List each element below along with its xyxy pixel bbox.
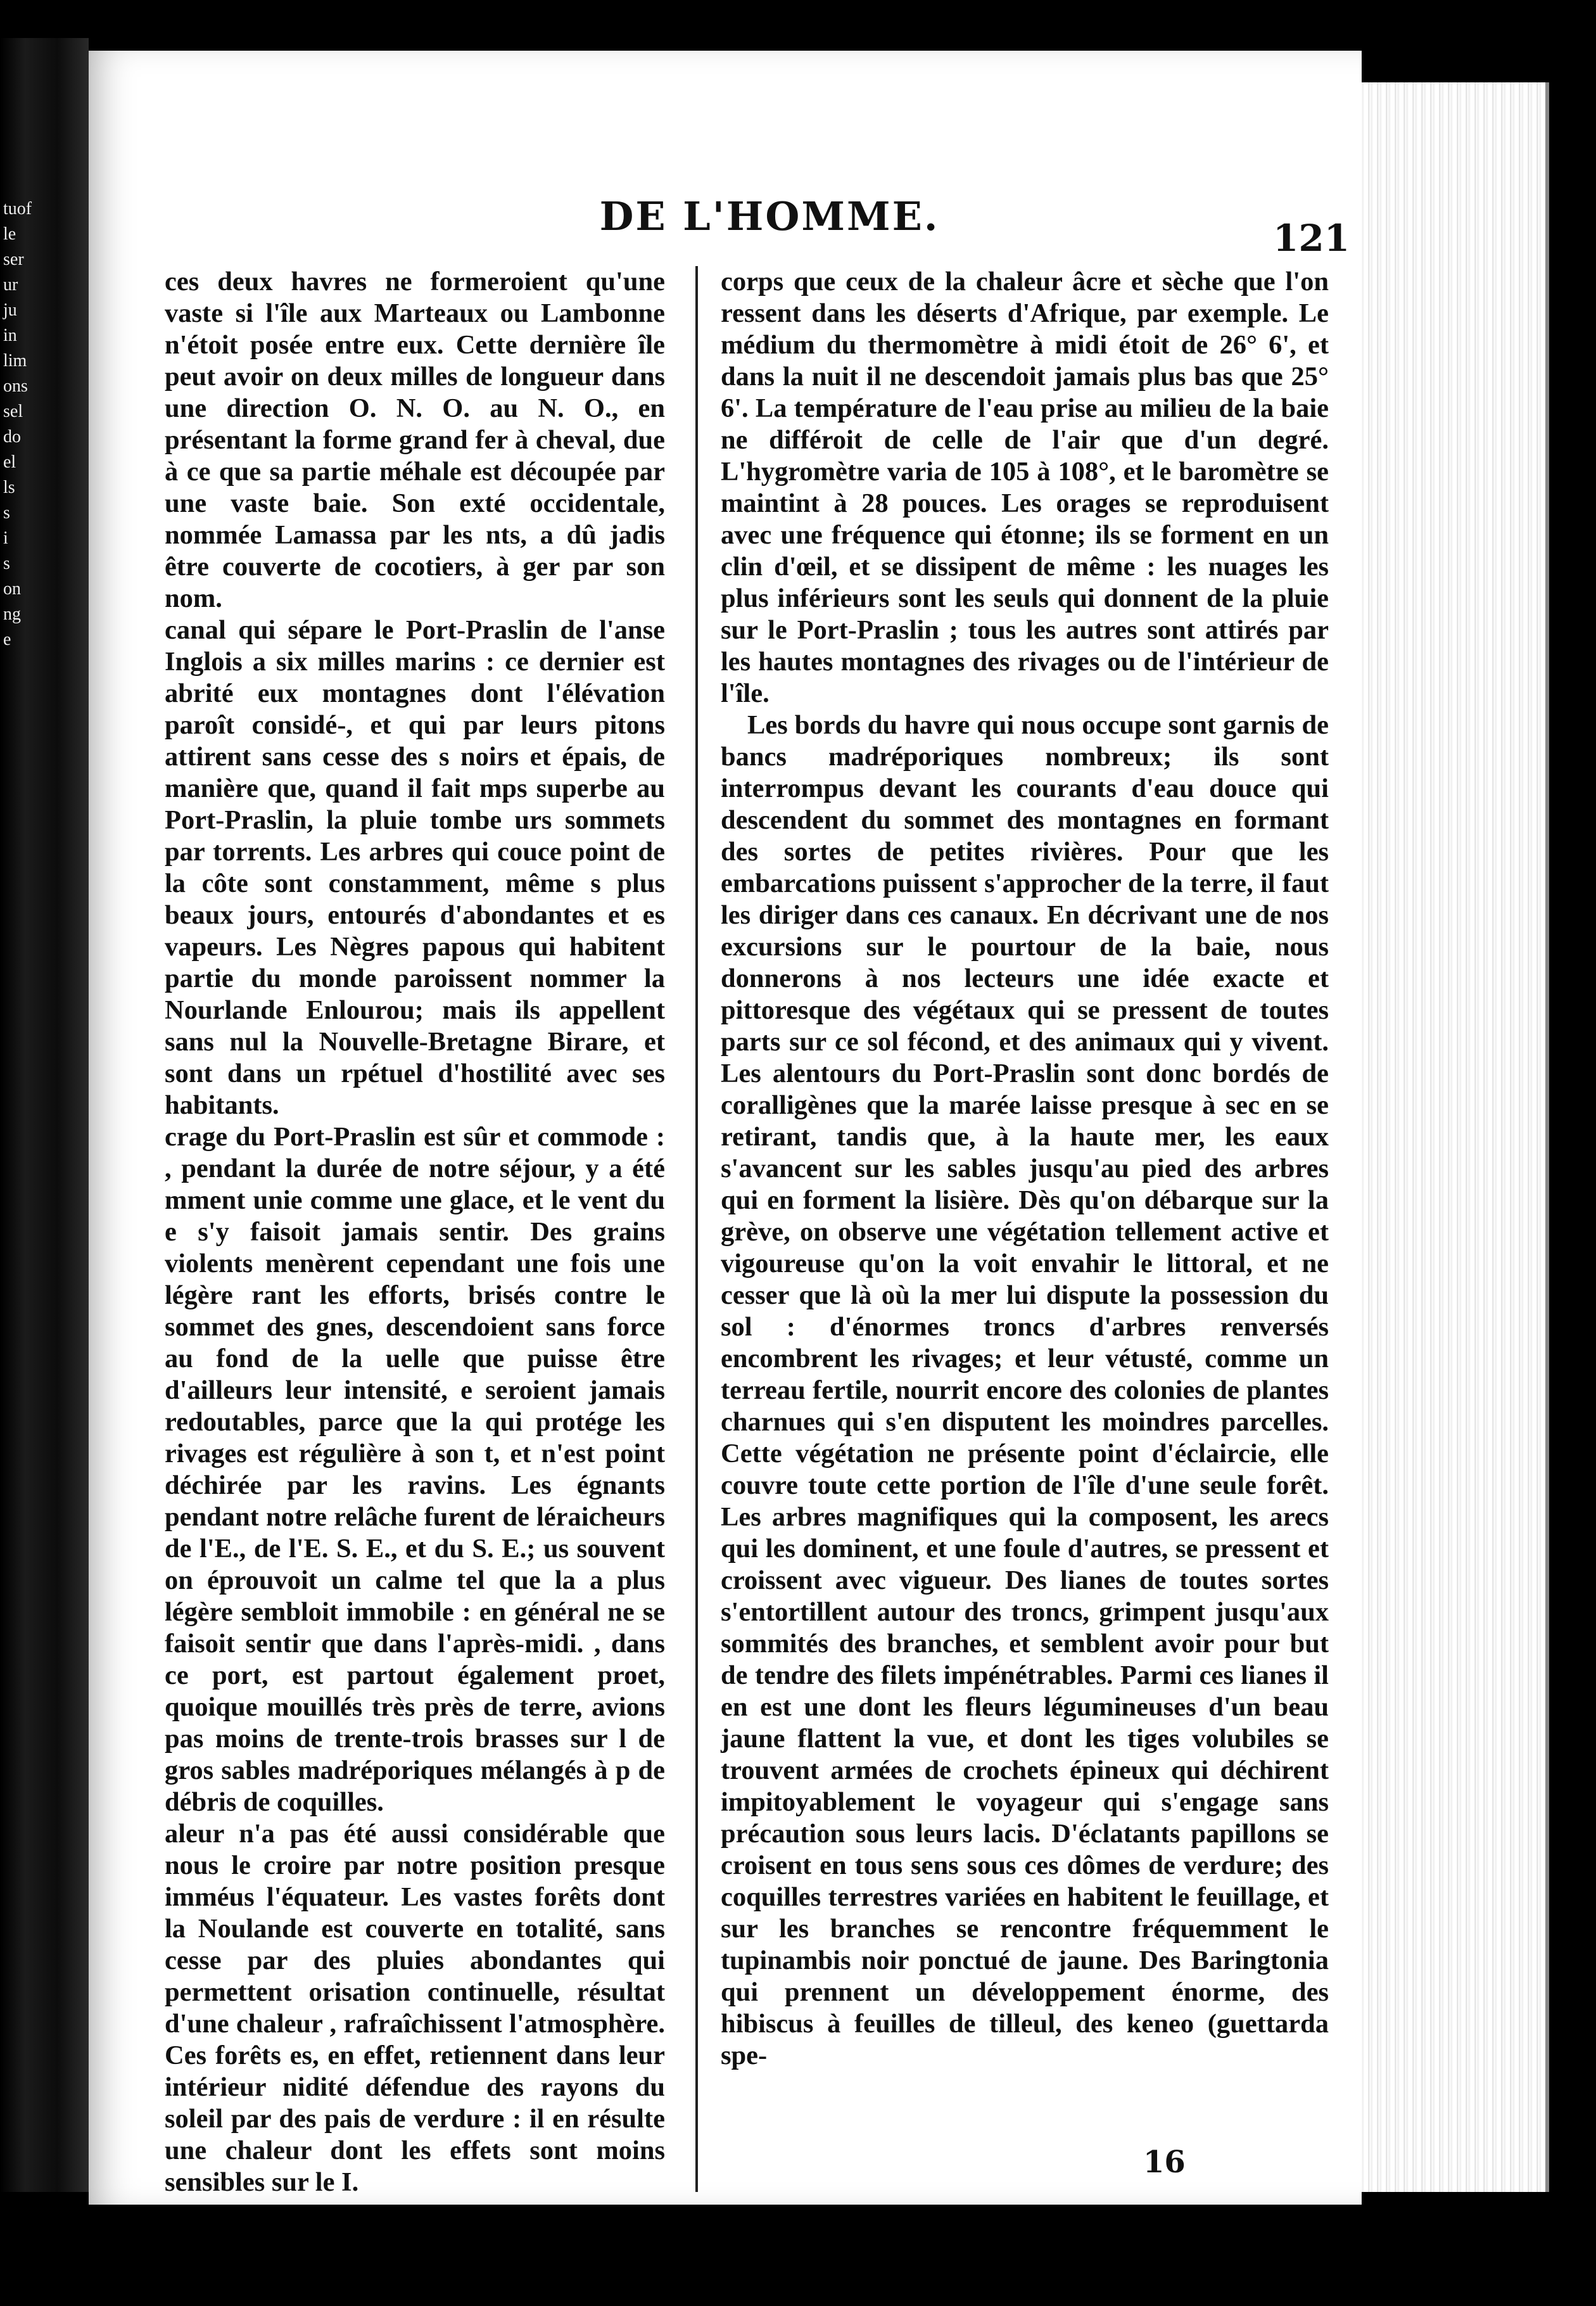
fragment-text: s <box>3 554 10 573</box>
paragraph: ces deux havres ne formeroient qu'une vaste si l'île aux Marteaux ou Lambonne n'étoit posée entre eux. Cette dernière île peut avoir on deux milles de longueur dans une direction O. N. O. au N. O., en présentant la forme grand fer à cheval, due à ce que sa partie méhale est découpée par une vaste baie. Son exté occidentale, nommée Lamassa par les nts, a dû jadis être couverte de cocotiers, à ger par son nom. <box>165 267 665 613</box>
adjacent-page-fragment <box>3 196 35 653</box>
page-number: 121 <box>1273 217 1350 260</box>
left-column <box>165 266 665 2198</box>
fragment-text: le <box>3 224 16 244</box>
fragment-text: on <box>3 579 21 599</box>
fragment-text: do <box>3 427 21 447</box>
fragment-text: ls <box>3 478 15 497</box>
fragment-text: el <box>3 452 16 472</box>
fragment-text: ur <box>3 275 18 295</box>
fragment-text: lim <box>3 351 27 371</box>
fragment-text: ng <box>3 604 21 624</box>
right-column <box>721 266 1329 2072</box>
page-edges <box>1355 82 1549 2192</box>
paragraph: crage du Port-Praslin est sûr et commode : , pendant la durée de notre séjour, y a été mment unie comme une glace, et le vent du e s'y faisoit jamais sentir. Des grains violents menèrent cependant une fois une légère rant les efforts, brisés contre le sommet des gnes, descendoient sans force au fond de la uelle que puisse être d'ailleurs leur intensité, e seroient jamais redoutables, parce que la qui protége les rivages est régulière à son t, et n'est point déchirée par les ravins. Les égnants pendant notre relâche furent de léraicheurs de l'E., de l'E. S. E., et du S. E.; us souvent on éprouvoit un calme tel que la a plus légère sembloit immobile : en général ne se faisoit sentir que dans l'après-midi. , dans ce port, est partout également proet, quoique mouillés très près de terre, avions pas moins de trente-trois brasses sur l de gros sables madréporiques mélangés à p de débris de coquilles. <box>165 1122 665 1817</box>
fragment-text: in <box>3 326 17 345</box>
fragment-text: i <box>3 528 8 548</box>
paragraph: canal qui sépare le Port-Praslin de l'anse Inglois a six milles marins : ce dernier est abrité eux montagnes dont l'élévation paroît considé-, et qui par leurs pitons attirent sans cesse des s noirs et épais, de manière que, quand il fait mps superbe au Port-Praslin, la pluie tombe urs sommets par torrents. Les arbres qui couce point de la côte sont constamment, même s plus beaux jours, entourés d'abondantes et es vapeurs. Les Nègres papous qui habitent partie du monde paroissent nommer la Nourlande Enlourou; mais ils appellent sans nul la Nouvelle-Bretagne Birare, et sont dans un rpétuel d'hostilité avec ses habitants. <box>165 615 665 1120</box>
signature-mark: 16 <box>1143 2144 1186 2180</box>
fragment-text: e <box>3 630 11 649</box>
paragraph: aleur n'a pas été aussi considérable que nous le croire par notre position presque imméus l'équateur. Les vastes forêts dont la Noulande est couverte en totalité, sans cesse par des pluies abondantes qui permettent orisation continuelle, résultat d'une chaleur , rafraîchissent l'atmosphère. Ces forêts es, en effet, retiennent dans leur intérieur nidité défendue des rayons du soleil par des pais de verdure : il en résulte une chaleur dont les effets sont moins sensibles sur le I. <box>165 1819 665 2197</box>
paragraph: corps que ceux de la chaleur âcre et sèche que l'on ressent dans les déserts d'Afrique, par exemple. Le médium du thermomètre à midi étoit de 26° 6', et dans la nuit il ne descendoit jamais plus bas que 25° 6'. La température de l'eau prise au milieu de la baie ne différoit de celle de l'air que d'un degré. L'hygromètre varia de 105 à 108°, et le baromètre se maintint à 28 pouces. Les orages se reproduisent avec une fréquence qui étonne; ils se forment en un clin d'œil, et se dissipent de même : les nuages les plus inférieurs sont les seuls qui donnent de la pluie sur le Port-Praslin ; tous les autres sont attirés par les hautes montagnes des rivages ou de l'intérieur de l'île. <box>721 267 1329 708</box>
fragment-text: ser <box>3 250 24 269</box>
paragraph: Les bords du havre qui nous occupe sont garnis de bancs madréporiques nombreux; ils sont interrompus devant les courants d'eau douce qui descendent du sommet des montagnes en formant des sortes de petites rivières. Pour que les embarcations puissent s'approcher de la terre, il faut les diriger dans ces canaux. En décrivant une de nos excursions sur le pourtour de la baie, nous donnerons à nos lecteurs une idée exacte et pittoresque des végétaux qui se pressent de toutes parts sur ce sol fécond, et des animaux qui y vivent. Les alentours du Port-Praslin sont donc bordés de coralligènes que la marée laisse presque à sec en se retirant, tandis que, à la haute mer, les eaux s'avancent sur les sables jusqu'au pied des arbres qui en forment la lisière. Dès qu'on débarque sur la grève, on observe une végétation tellement active et vigoureuse qu'on la voit envahir le littoral, et ne cesser que là où la mer lui dispute la possession du sol : d'énormes troncs d'arbres renversés encombrent les rivages; et leur vétusté, comme un terreau fertile, nourrit encore des colonies de plantes charnues qui s'en disputent les moindres parcelles. Cette végétation ne présente point d'éclaircie, elle couvre toute cette portion de l'île d'une seule forêt. Les arbres magnifiques qui la composent, les arecs qui les dominent, et une foule d'autres, se pressent et croissent avec vigueur. Des lianes de toutes sortes s'entortillent autour des troncs, grimpent jusqu'aux sommités des branches, et semblent avoir pour but de tendre des filets impénétrables. Parmi ces lianes il en est une dont les fleurs légumineuses d'un beau jaune flattent la vue, et dont les tiges volubiles se trouvent armées de crochets épineux qui déchirent impitoyablement le voyageur qui s'engage sans précaution sous leurs lacis. D'éclatants papillons se croisent en tous sens sous ces dômes de verdure; des coquilles terrestres variées en habitent le feuillage, et sur les branches se rencontre fréquemment le tupinambis noir ponctué de jaune. Des Baringtonia qui prennent un développement énorme, des hibiscus à feuilles de tilleul, des keneo (guettarda spe- <box>721 710 1329 2070</box>
fragment-text: s <box>3 503 10 523</box>
fragment-text: ju <box>3 300 17 320</box>
running-head: DE L'HOMME. <box>599 193 940 239</box>
column-divider <box>695 266 698 2192</box>
fragment-text: ons <box>3 376 28 396</box>
fragment-text: tuof <box>3 199 32 219</box>
fragment-text: sel <box>3 402 23 421</box>
book-page <box>89 51 1362 2205</box>
